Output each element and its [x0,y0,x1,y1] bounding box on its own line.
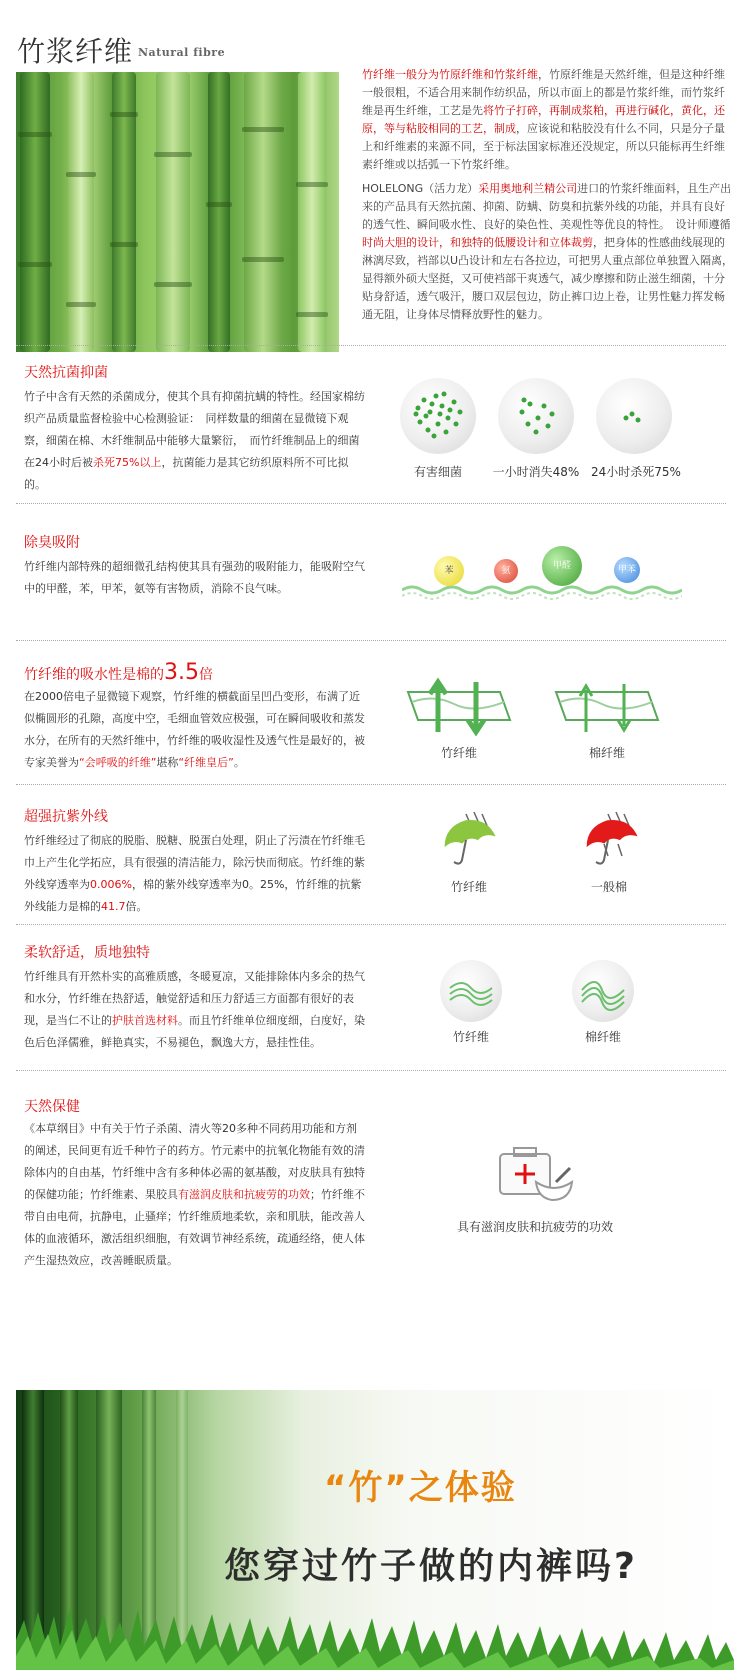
bacteria-some-icon [498,378,574,454]
adsorption-illustration [402,546,682,606]
intro-text: ，把身体的性感曲线展现的淋漓尽致，裆部以U凸设计和左右各拉边，可把男人重点部位单独置入隔离，显得额外硕大坚挺，又可使裆部干爽透气，减少摩擦和防止滋生细菌，十分贴身舒适，透气吸汗，腰口双层包边，防止裤口边上卷，让男性魅力挥发畅通无阻，让身体尽情释放野性的魅力。 [362,236,734,321]
caption-bamboo-fiber: 竹纤维 [440,746,477,760]
divider [16,784,726,785]
intro-paragraph-2 [362,180,734,324]
bamboo-hero-image [16,72,339,352]
caption-24-hours: 24小时杀死75% [591,465,681,479]
green-umbrella-icon [436,808,506,870]
intro-highlight: 将竹子打碎，再制成浆粕，再进行碱化，黄化，还原，等与粘胶相同的工艺，制成 [362,104,725,135]
medical-kit-icon [496,1144,576,1204]
section-heading-deodorize: 除臭吸附 [24,535,80,551]
caption-health: 具有滋润皮肤和抗疲劳的功效 [456,1220,613,1234]
intro-highlight: 采用奥地利兰精公司 [478,182,578,195]
page-subtitle: Natural fibre [138,46,226,59]
section-heading-health: 天然保健 [24,1099,80,1115]
section-text-antibacterial: 竹子中含有天然的杀菌成分，使其个具有抑菌抗螨的特性。经国家棉纺织产品质量监督检验中心检测验证： 同样数量的细菌在显微镜下观察，细菌在棉、木纤维制品中能够大量繁衍， 而竹纤维制品上的细菌在24小时后被杀死75%以上，抗菌能力是其它纺织原料所不可比拟的。 [24,390,365,491]
section-heading-antibacterial: 天然抗菌抑菌 [24,365,108,381]
intro-text: ，竹原纤维是天然纤维，但是这种纤维一般很粗，不适合用来制作纺织品，所以市面上的都是竹浆纤维，而竹浆纤维是再生纤维，工艺是先 [362,68,725,117]
intro-text: 进口的竹浆纤维面料，且生产出来的产品具有天然抗菌、抑菌、防螨、防臭和抗紫外线的功能，并具有良好的透气性、瞬间吸水性、良好的染色性、美观性等优良的特性。 设计师遵循 [362,182,732,231]
intro-text: HOLELONG（活力龙） [362,182,479,195]
red-umbrella-icon [578,808,648,870]
bacteria-few-icon [596,378,672,454]
bamboo-experience-banner [16,1390,734,1670]
page-title: 竹浆纤维 [17,35,134,68]
formaldehyde-ball: 甲醛 [542,546,582,586]
caption-one-hour: 一小时消失48% [492,465,580,479]
banner-headline: “竹”之体验 [324,1468,517,1508]
cotton-fiber-icon [572,960,634,1022]
toluene-ball: 甲苯 [614,557,640,583]
section-heading-softness: 柔软舒适，质地独特 [24,945,150,961]
bacteria-many-icon [400,378,476,454]
section-text-absorbency: 在2000倍电子显微镜下观察，竹纤维的横截面呈凹凸变形，布满了近似椭圆形的孔隙，高度中空，毛细血管效应极强，可在瞬间吸收和蒸发水分，在所有的天然纤维中，竹纤维的吸收湿性及透气性是最好的，被专家美誉为“会呼吸的纤维”堪称“纤维皇后”。 [24,690,365,769]
divider [16,1070,726,1071]
bamboo-fiber-airflow-icon [404,676,514,736]
section-text-deodorize: 竹纤维内部特殊的超细微孔结构使其具有强劲的吸附能力，能吸附空气中的甲醛，苯，甲苯，氨等有害物质，消除不良气味。 [24,560,365,595]
caption-cotton-fiber: 棉纤维 [588,746,625,760]
soft-fiber-icon [440,960,502,1022]
divider [16,640,726,641]
caption-bamboo-soft: 竹纤维 [452,1030,489,1044]
caption-cotton-soft: 棉纤维 [584,1030,621,1044]
section-text-softness: 竹纤维具有开然朴实的高雅质感，冬暖夏凉，又能排除体内多余的热气和水分，竹纤维在热舒适，触觉舒适和压力舒适三方面都有很好的表现，是当仁不让的护肤首选材料。而且竹纤维单位细度细，白度好，染色后色泽儒雅，鲜艳真实，不易褪色，飘逸大方，悬挂性佳。 [24,970,365,1049]
divider [16,924,726,925]
section-text-uv: 竹纤维经过了彻底的脱脂、脱糖、脱蛋白处理，阴止了污渍在竹纤维毛巾上产生化学拓应，具有很强的清洁能力，除污快而彻底。竹纤维的紫外线穿透率为0.006%，棉的紫外线穿透率为0。25%，竹纤维的抗紫外线能力是棉的41.7倍。 [24,834,365,913]
cotton-fiber-airflow-icon [552,676,662,736]
section-text-health: 《本草纲目》中有关于竹子杀菌、清火等20多种不同药用功能和方剂的阐述，民间更有近千种竹子的药方。竹元素中的抗氧化物能有效的清除体内的自由基，竹纤维中含有多种体必需的氨基酸，对皮肤具有独特的保健功能；竹纤维素、果胶具有滋润皮肤和抗疲劳的功效；竹纤维不带自由电荷，抗静电，止骚痒；竹纤维质地柔软，亲和肌肤，能改善人体的血液循环，激活组织细胞，有效调节神经系统，疏通经络，使人体产生湿热效应，改善睡眠质量。 [24,1122,365,1267]
section-heading-uv: 超强抗紫外线 [24,809,108,825]
intro-highlight: 竹纤维一般分为竹原纤维和竹浆纤维 [362,68,538,81]
caption-cotton-uv: 一般棉 [590,880,627,894]
grass-decoration [16,1600,734,1670]
intro-highlight: 时尚大胆的设计，和独特的低腰设计和立体裁剪 [362,236,593,249]
intro-text: ，应该说和粘胶没有什么不同，只是分子量上和纤维素的来源不同，至于标法国家标准还没规定，所以只能标再生纤维素纤维或以括弧一下竹浆纤维。 [362,122,725,171]
benzene-ball: 苯 [434,556,464,586]
divider [16,503,726,504]
ammonia-ball: 氨 [494,559,518,583]
banner-question: 您穿过竹子做的内裤吗? [224,1546,638,1587]
divider [16,345,726,346]
caption-bacteria: 有害细菌 [413,465,462,479]
caption-bamboo-uv: 竹纤维 [450,880,487,894]
intro-paragraph-1 [362,66,734,174]
section-heading-absorbency: 竹纤维的吸水性是棉的3.5倍 [24,660,213,685]
